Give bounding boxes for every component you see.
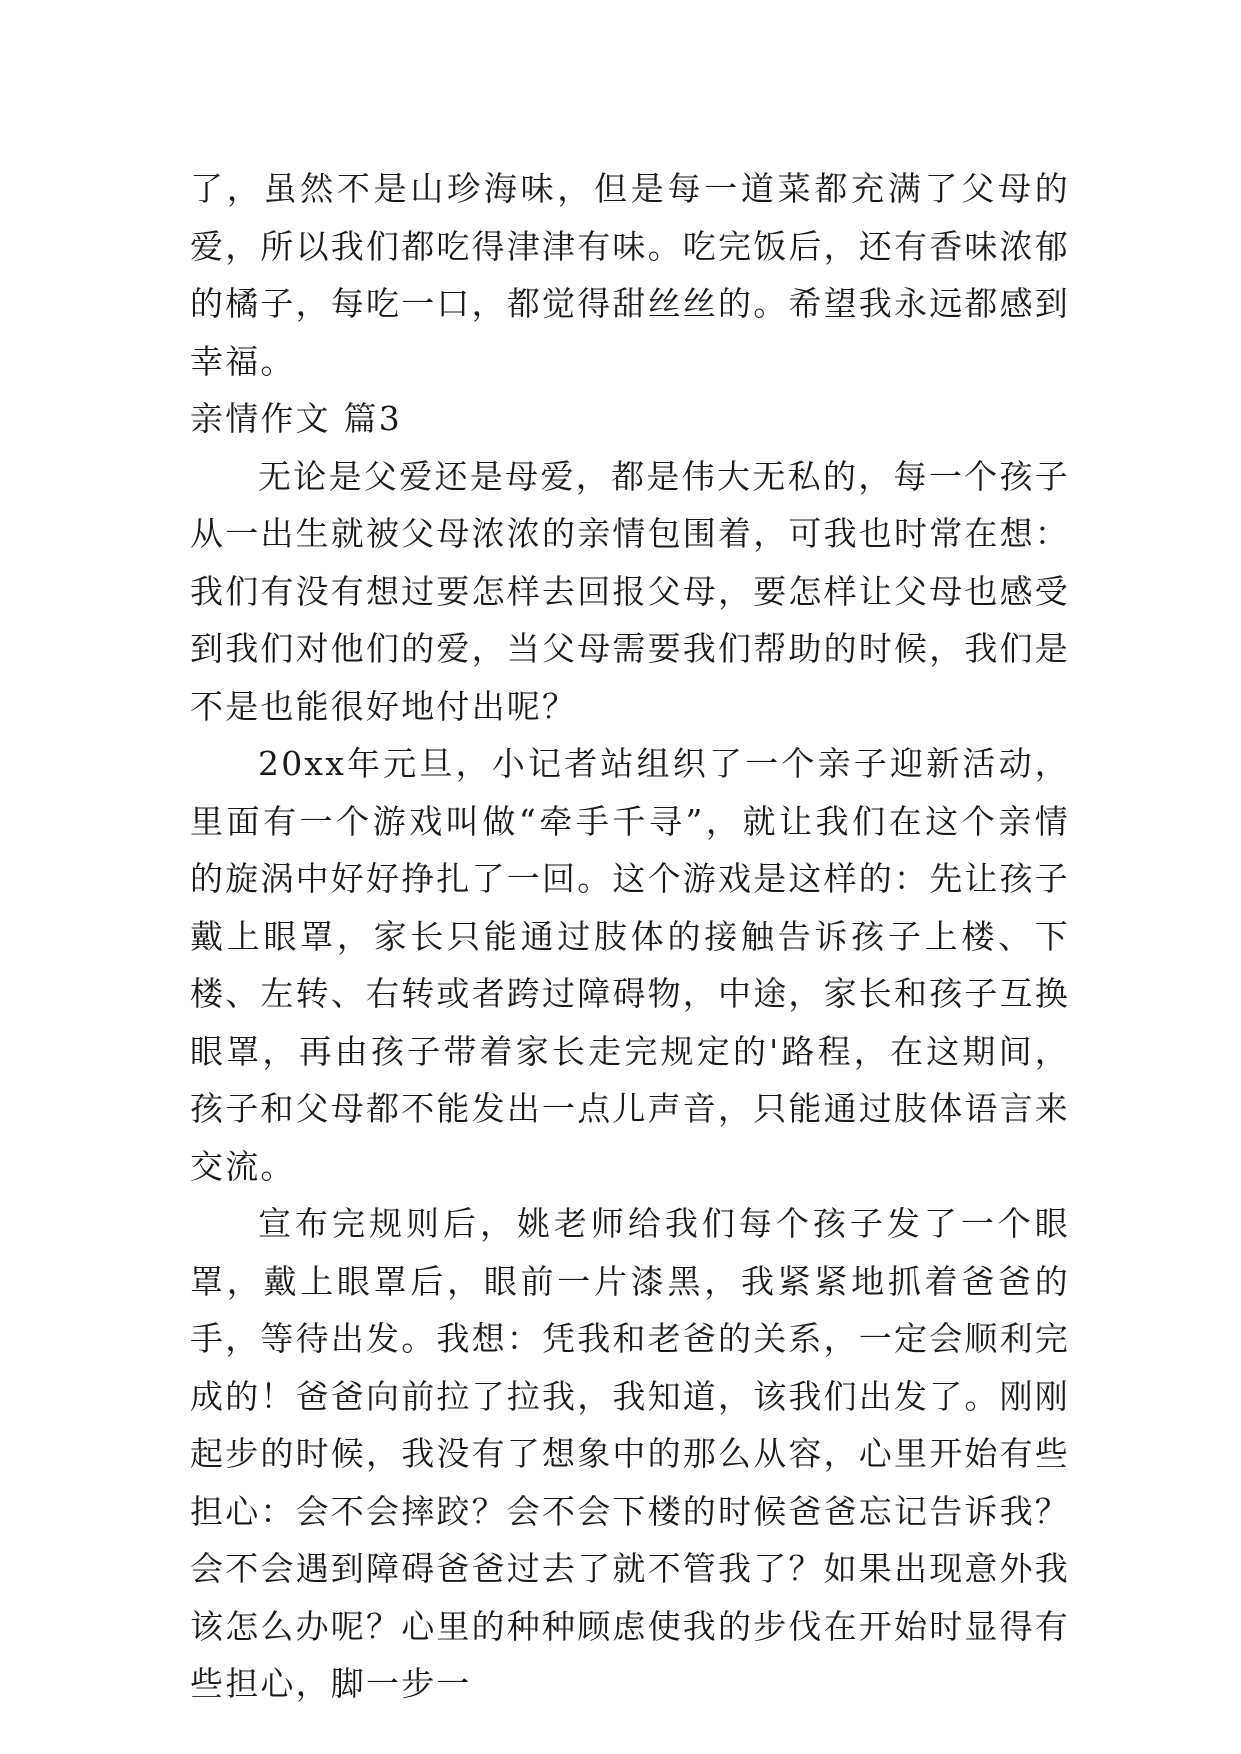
- body-paragraph-3: 宣布完规则后，姚老师给我们每个孩子发了一个眼罩，戴上眼罩后，眼前一片漆黑，我紧紧地抓着爸爸的手，等待出发。我想：凭我和老爸的关系，一定会顺利完成的！爸爸向前拉了拉我，我知道，该我们出发了。刚刚起步的时候，我没有了想象中的那么从容，心里开始有些担心：会不会摔跤？会不会下楼的时候爸爸忘记告诉我？会不会遇到障碍爸爸过去了就不管我了？如果出现意外我该怎么办呢？心里的种种顾虑使我的步伐在开始时显得有些担心，脚一步一: [190, 1204, 1070, 1703]
- continuation-paragraph: 了，虽然不是山珍海味，但是每一道菜都充满了父母的爱，所以我们都吃得津津有味。吃完饭后，还有香味浓郁的橘子，每吃一口，都觉得甜丝丝的。希望我永远都感到幸福。: [190, 169, 1070, 381]
- section-heading: 亲情作文 篇3: [190, 399, 402, 438]
- body-paragraph-1: 无论是父爱还是母爱，都是伟大无私的，每一个孩子从一出生就被父母浓浓的亲情包围着，可我也时常在想：我们有没有想过要怎样去回报父母，要怎样让父母也感受到我们对他们的爱，当父母需要我们帮助的时候，我们是不是也能很好地付出呢？: [190, 456, 1070, 726]
- document-body: [190, 160, 1070, 1713]
- body-paragraph-2: 20xx年元旦，小记者站组织了一个亲子迎新活动，里面有一个游戏叫做“牵手千寻”，就让我们在这个亲情的旋涡中好好挣扎了一回。这个游戏是这样的：先让孩子戴上眼罩，家长只能通过肢体的接触告诉孩子上楼、下楼、左转、右转或者跨过障碍物，中途，家长和孩子互换眼罩，再由孩子带着家长走完规定的'路程，在这期间，孩子和父母都不能发出一点儿声音，只能通过肢体语言来交流。: [190, 744, 1070, 1186]
